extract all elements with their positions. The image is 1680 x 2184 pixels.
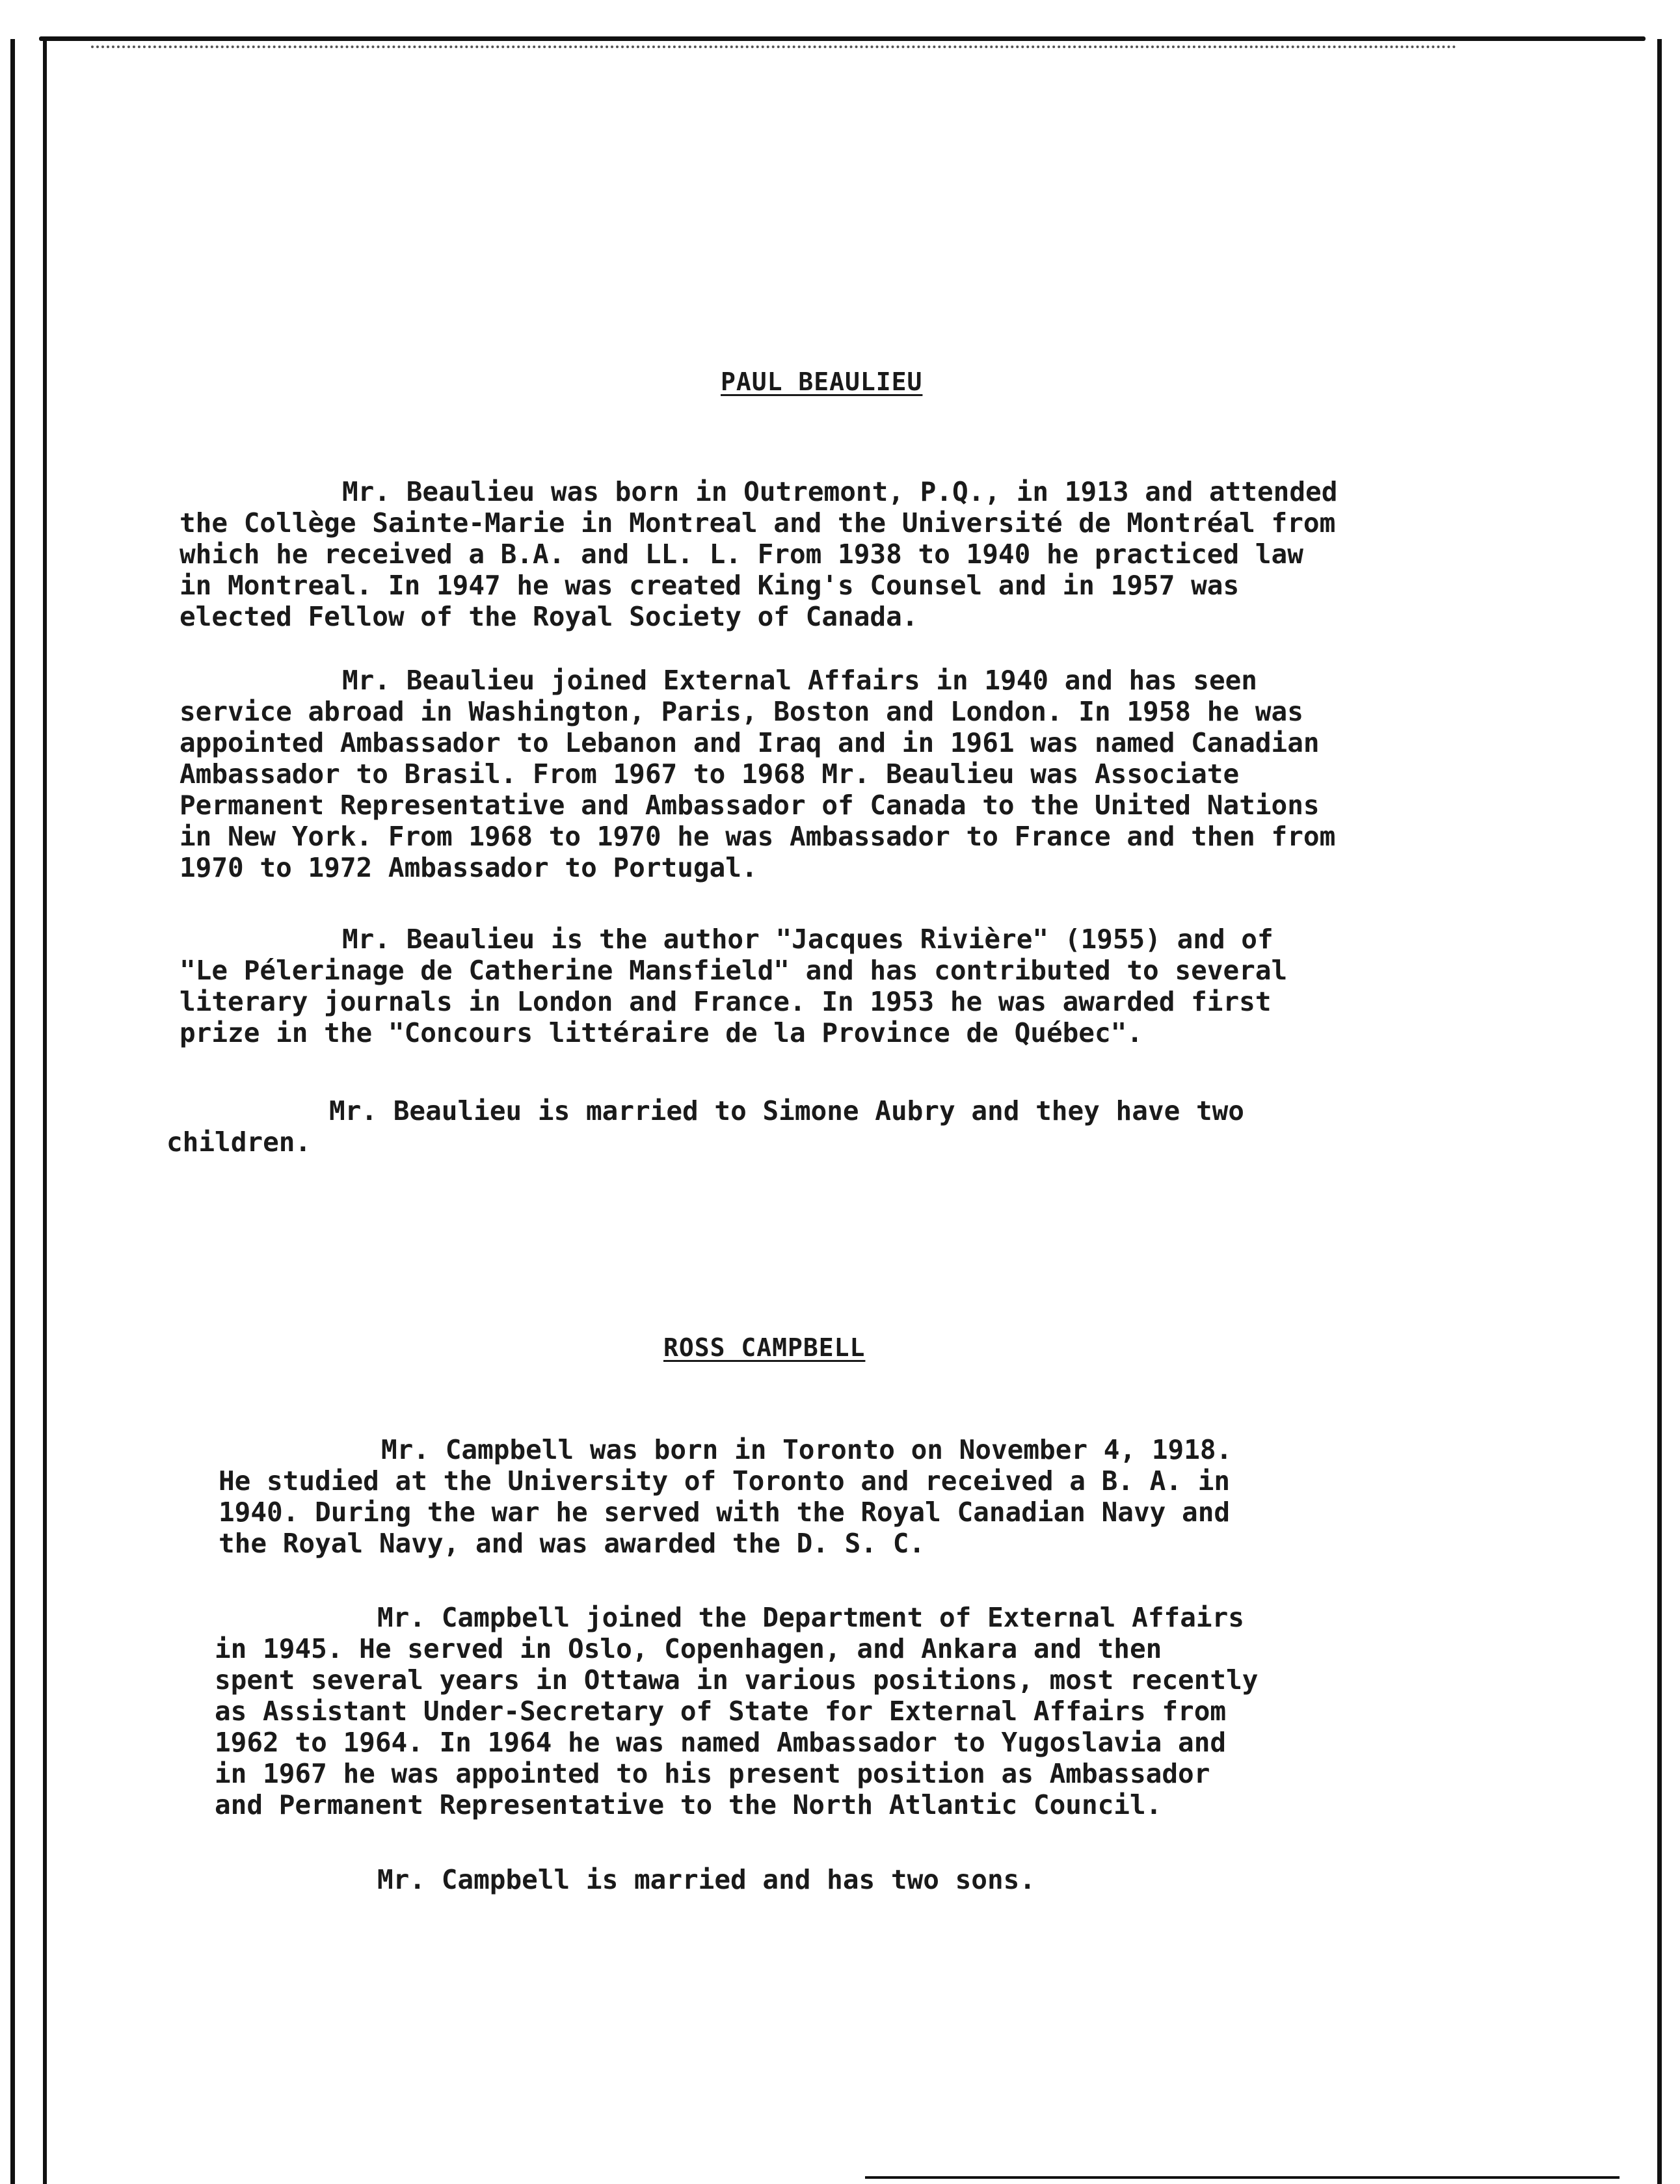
- paragraph-line: 1940. During the war he served with the Royal Canadian Navy and: [219, 1497, 1231, 1528]
- paragraph-line: He studied at the University of Toronto and received a B. A. in: [219, 1465, 1231, 1497]
- paragraph-line: 1970 to 1972 Ambassador to Portugal.: [180, 852, 758, 883]
- paragraph-line: appointed Ambassador to Lebanon and Iraq and in 1961 was named Canadian: [180, 727, 1320, 758]
- paragraph-line: in New York. From 1968 to 1970 he was Ambassador to France and then from: [180, 821, 1336, 852]
- paragraph-line: the Royal Navy, and was awarded the D. S. C.: [219, 1528, 926, 1559]
- paragraph-line: in Montreal. In 1947 he was created King's Counsel and in 1957 was: [180, 570, 1240, 601]
- paragraph-line: Mr. Beaulieu is the author "Jacques Rivière" (1955) and of: [342, 924, 1273, 955]
- campbell-paragraph-3: [215, 1864, 1035, 1895]
- beaulieu-paragraph-3: [180, 924, 1287, 1048]
- section-heading-beaulieu: PAUL BEAULIEU: [721, 367, 923, 396]
- left-border-line: [10, 39, 15, 2184]
- paragraph-line: prize in the "Concours littéraire de la Province de Québec".: [180, 1017, 1143, 1048]
- campbell-paragraph-1: [219, 1434, 1232, 1559]
- paragraph-line: as Assistant Under-Secretary of State for External Affairs from: [215, 1696, 1227, 1727]
- paragraph-line: "Le Pélerinage de Catherine Mansfield" and has contributed to several: [180, 955, 1288, 986]
- top-border-line: [39, 36, 1646, 41]
- paragraph-line: spent several years in Ottawa in various positions, most recently: [215, 1664, 1259, 1696]
- bottom-border-line: [865, 2176, 1620, 2179]
- paragraph-line: Permanent Representative and Ambassador of Canada to the United Nations: [180, 790, 1320, 821]
- paragraph-line: elected Fellow of the Royal Society of Canada.: [180, 601, 918, 632]
- paragraph-line: Ambassador to Brasil. From 1967 to 1968 Mr. Beaulieu was Associate: [180, 758, 1240, 790]
- beaulieu-paragraph-1: [180, 476, 1337, 632]
- paragraph-line: children.: [167, 1126, 312, 1158]
- paragraph-line: Mr. Beaulieu is married to Simone Aubry and they have two: [329, 1095, 1244, 1126]
- top-dotted-line: [91, 46, 1457, 48]
- paragraph-line: 1962 to 1964. In 1964 he was named Ambassador to Yugoslavia and: [215, 1727, 1227, 1758]
- right-border-line: [1657, 39, 1662, 2184]
- paragraph-line: Mr. Beaulieu was born in Outremont, P.Q., in 1913 and attended: [342, 476, 1338, 507]
- paragraph-line: literary journals in London and France. In 1953 he was awarded first: [180, 986, 1272, 1017]
- paragraph-line: the Collège Sainte-Marie in Montreal and the Université de Montréal from: [180, 507, 1336, 539]
- paragraph-line: service abroad in Washington, Paris, Boston and London. In 1958 he was: [180, 696, 1303, 727]
- beaulieu-paragraph-4: [167, 1095, 1244, 1158]
- beaulieu-paragraph-2: [180, 665, 1335, 883]
- left-inner-border-line: [43, 40, 47, 2184]
- paragraph-line: in 1945. He served in Oslo, Copenhagen, and Ankara and then: [215, 1633, 1162, 1664]
- section-heading-campbell: ROSS CAMPBELL: [663, 1333, 866, 1362]
- paragraph-line: Mr. Beaulieu joined External Affairs in 1940 and has seen: [342, 665, 1257, 696]
- paragraph-line: and Permanent Representative to the North Atlantic Council.: [215, 1789, 1162, 1820]
- paragraph-line: in 1967 he was appointed to his present position as Ambassador: [215, 1758, 1210, 1789]
- campbell-paragraph-2: [215, 1602, 1258, 1820]
- paragraph-line: Mr. Campbell is married and has two sons.: [377, 1864, 1036, 1895]
- paragraph-line: Mr. Campbell joined the Department of External Affairs: [377, 1602, 1244, 1633]
- paragraph-line: which he received a B.A. and LL. L. From 1938 to 1940 he practiced law: [180, 539, 1303, 570]
- paragraph-line: Mr. Campbell was born in Toronto on November 4, 1918.: [381, 1434, 1233, 1465]
